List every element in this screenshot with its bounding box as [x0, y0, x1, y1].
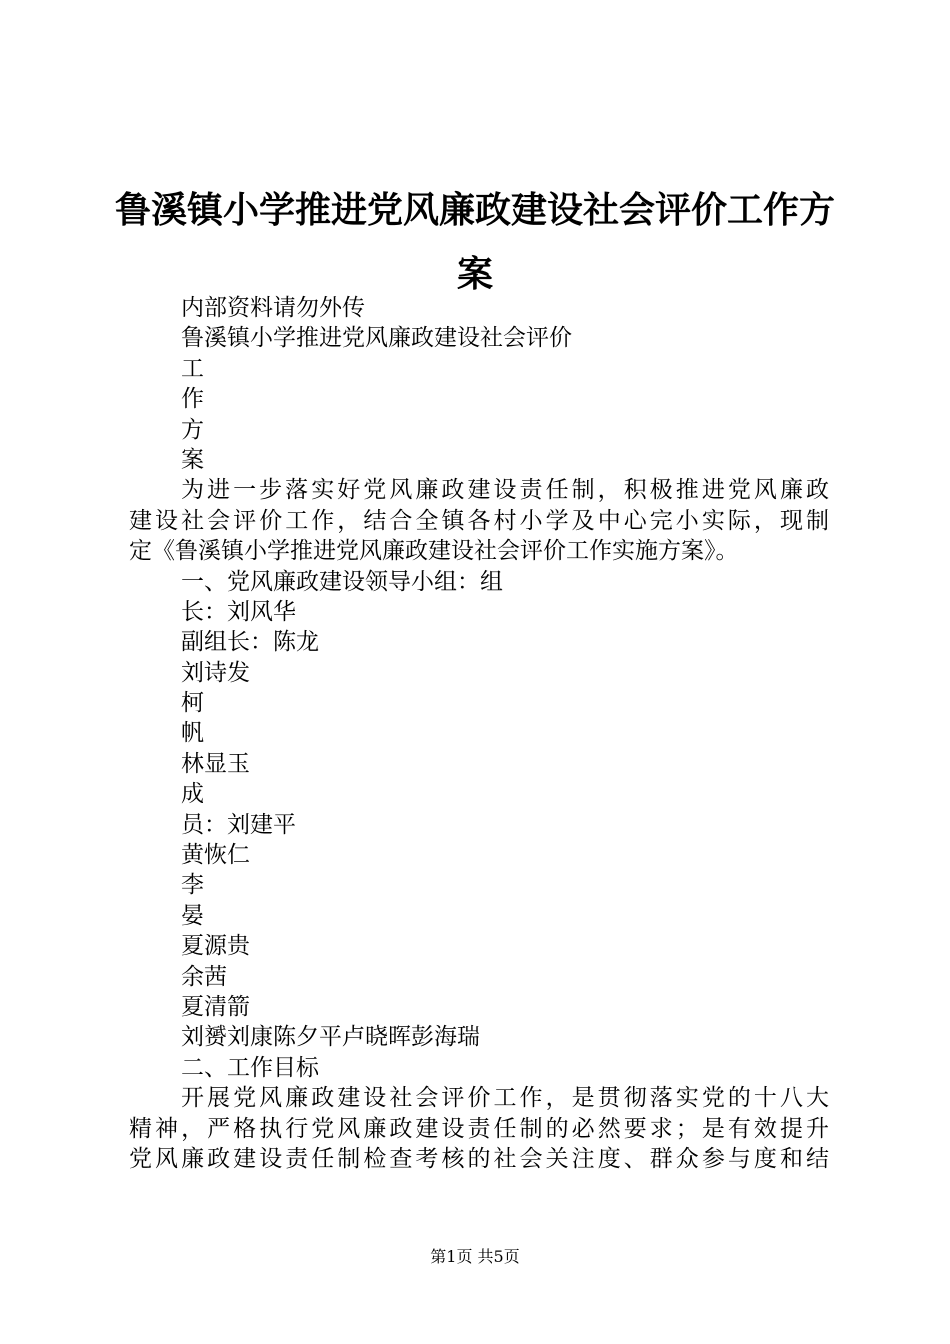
member-line: 帆: [181, 720, 204, 747]
member-line: 林显玉: [181, 750, 250, 777]
subtitle-char: 工: [181, 355, 204, 382]
intro-paragraph-line: 为进一步落实好党风廉政建设责任制，积极推进党风廉政: [181, 477, 829, 504]
member-line: 刘赟刘康陈夕平卢晓晖彭海瑞: [181, 1024, 480, 1051]
goals-paragraph-line: 精神，严格执行党风廉政建设责任制的必然要求；是有效提升: [129, 1115, 829, 1142]
intro-paragraph-line: 定《鲁溪镇小学推进党风廉政建设社会评价工作实施方案》。: [129, 538, 739, 565]
subtitle-char: 作: [181, 386, 204, 413]
section-heading-leadership: 一、党风廉政建设领导小组：组: [181, 568, 503, 595]
member-line: 晏: [181, 902, 204, 929]
intro-paragraph-line: 建设社会评价工作，结合全镇各村小学及中心完小实际，现制: [129, 507, 829, 534]
member-line: 余茜: [181, 963, 227, 990]
section-heading-goals: 二、工作目标: [181, 1054, 319, 1081]
goals-paragraph-line: 党风廉政建设责任制检查考核的社会关注度、群众参与度和结: [129, 1145, 829, 1172]
member-line: 夏清箭: [181, 993, 250, 1020]
page-footer: 第1页 共5页: [430, 1247, 520, 1266]
member-line: 夏源贵: [181, 933, 250, 960]
subtitle-line: 鲁溪镇小学推进党风廉政建设社会评价: [181, 325, 572, 352]
confidential-note: 内部资料请勿外传: [181, 295, 365, 321]
member-line: 副组长：陈龙: [181, 629, 319, 656]
member-line: 成: [181, 781, 204, 808]
subtitle-char: 方: [181, 416, 204, 443]
member-line: 柯: [181, 690, 204, 717]
member-line: 李: [181, 872, 204, 899]
member-line: 刘诗发: [181, 659, 250, 686]
member-line: 长：刘风华: [181, 598, 296, 625]
document-title-line-1: 鲁溪镇小学推进党风廉政建设社会评价工作方: [114, 189, 835, 231]
member-line: 黄恢仁: [181, 842, 250, 869]
subtitle-char: 案: [181, 446, 204, 473]
document-title-line-2: 案: [456, 253, 493, 295]
goals-paragraph-line: 开展党风廉政建设社会评价工作，是贯彻落实党的十八大: [181, 1085, 829, 1112]
member-line: 员：刘建平: [181, 811, 296, 838]
document-body: [129, 293, 829, 1174]
